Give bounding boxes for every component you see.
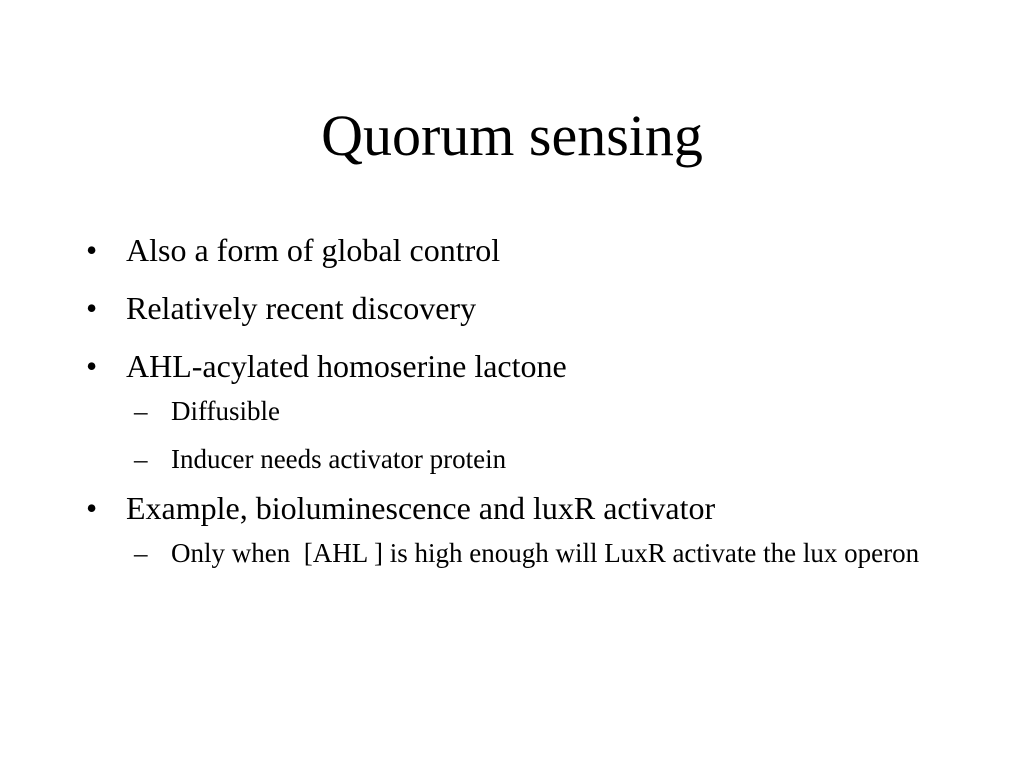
bullet-text: Also a form of global control	[126, 232, 501, 268]
bullet-item-recent-discovery	[86, 288, 946, 328]
sub-bullet-text: Only when [AHL ] is high enough will LuxR activate the lux operon	[171, 538, 920, 568]
dash-marker: –	[134, 538, 148, 568]
bullet-list	[86, 230, 946, 582]
sub-bullet-item-diffusible	[126, 392, 946, 430]
bullet-text: Relatively recent discovery	[126, 290, 477, 326]
sub-bullet-list	[126, 392, 946, 478]
bullet-item-global-control	[86, 230, 946, 270]
sub-bullet-list	[126, 534, 946, 572]
bullet-marker: •	[86, 348, 98, 384]
bullet-item-bioluminescence	[86, 488, 946, 572]
slide-title: Quorum sensing	[321, 103, 703, 168]
sub-bullet-item-inducer	[126, 440, 946, 478]
bullet-text: Example, bioluminescence and luxR activator	[126, 490, 716, 526]
sub-bullet-text: Diffusible	[171, 396, 280, 426]
bullet-marker: •	[86, 232, 98, 268]
bullet-text: AHL-acylated homoserine lactone	[126, 348, 567, 384]
sub-bullet-text: Inducer needs activator protein	[171, 444, 507, 474]
sub-bullet-item-luxr	[126, 534, 946, 572]
bullet-item-ahl	[86, 346, 946, 478]
dash-marker: –	[134, 396, 148, 426]
dash-marker: –	[134, 444, 148, 474]
bullet-marker: •	[86, 290, 98, 326]
bullet-marker: •	[86, 490, 98, 526]
